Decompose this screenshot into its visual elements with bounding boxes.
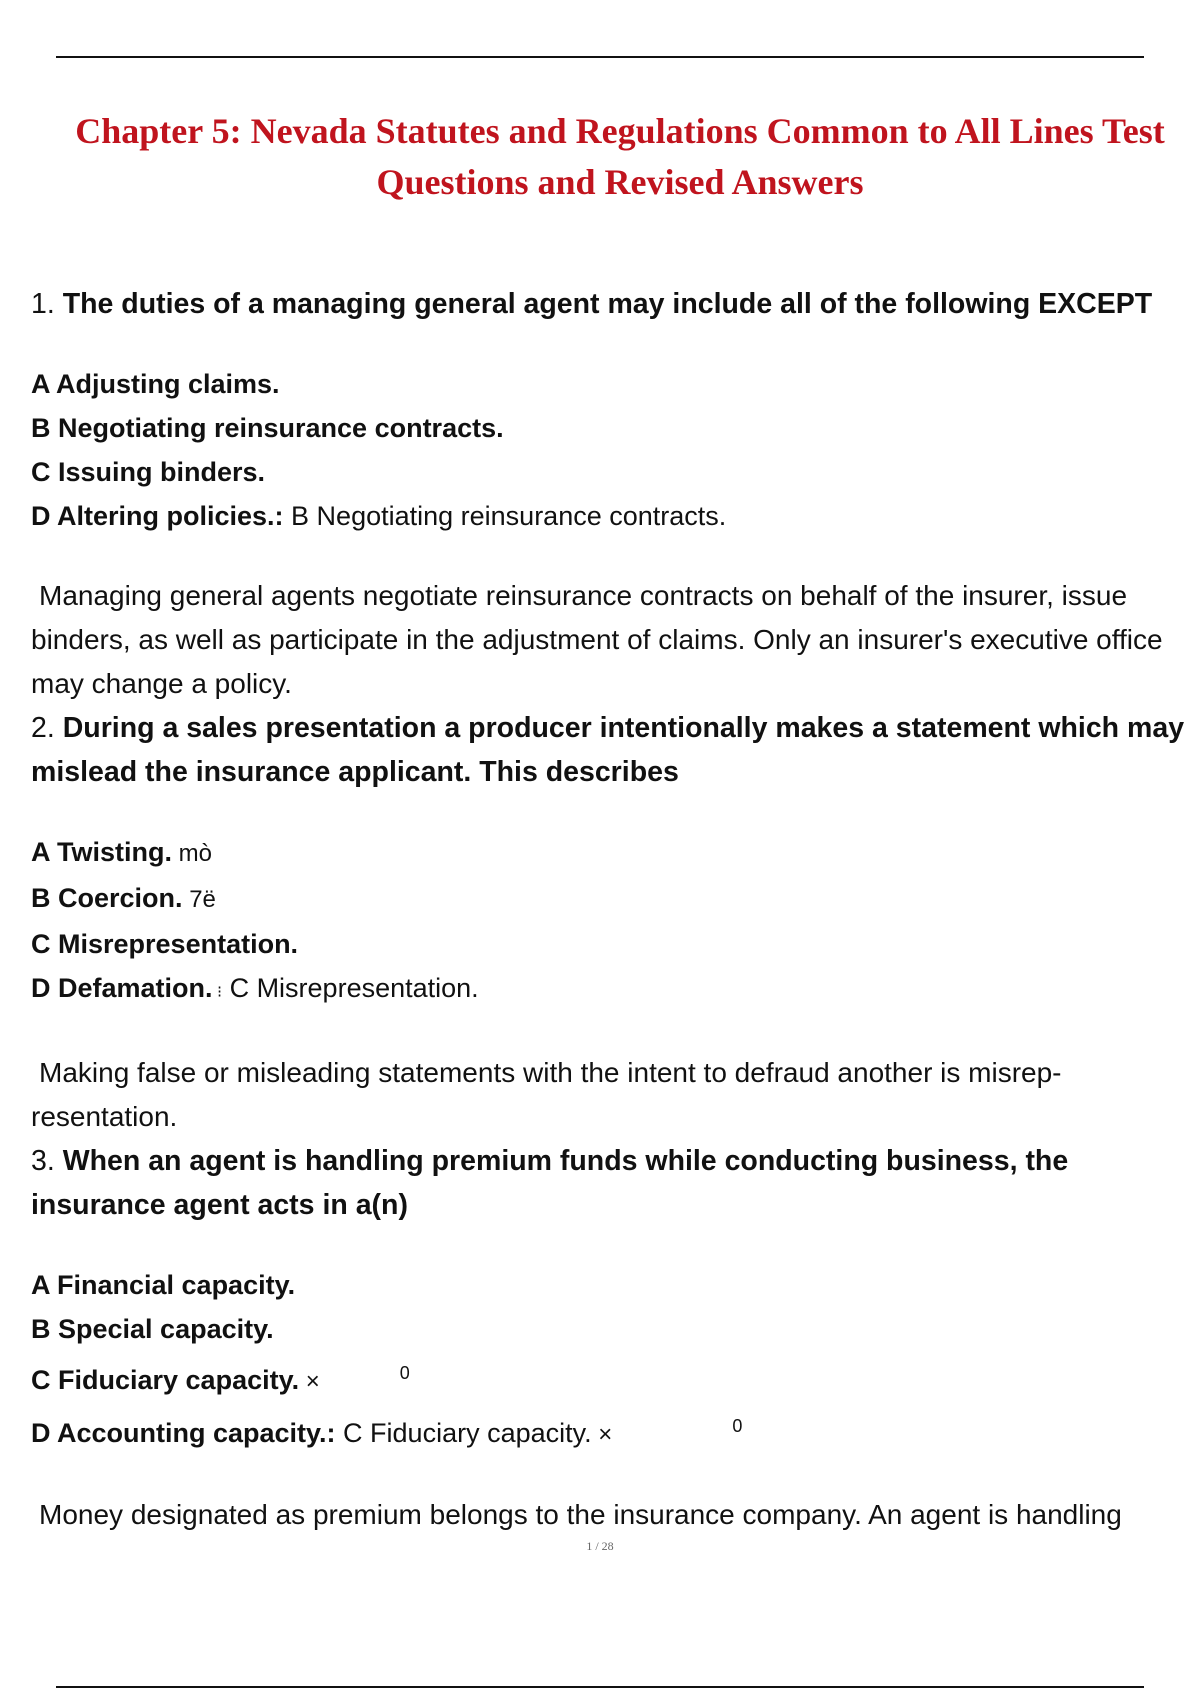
answer-text: B Negotiating reinsurance contracts. xyxy=(283,501,727,531)
page-indicator: 1 / 28 xyxy=(586,1539,614,1553)
stray-zero: 0 xyxy=(732,1416,743,1436)
question-number: 1. xyxy=(31,288,55,320)
option-b: B Coercion. 7ë xyxy=(31,883,216,913)
title-line-1: Chapter 5: Nevada Statutes and Regulations Common to All Lines Test xyxy=(75,111,1165,151)
question-number: 2. xyxy=(31,712,55,744)
question-3 xyxy=(31,1139,1196,1227)
stray-mark: × xyxy=(591,1421,613,1448)
question-stem: The duties of a managing general agent may include all of the following EXCEPT xyxy=(62,288,1153,320)
stray-mark: 7ë xyxy=(182,886,216,913)
stray-mark: ⁝ xyxy=(212,984,223,1001)
stray-zero: 0 xyxy=(399,1363,410,1383)
option-a: A Adjusting claims. xyxy=(31,369,280,399)
option-b: B Negotiating reinsurance contracts. xyxy=(31,413,504,443)
question-1 xyxy=(31,282,1196,326)
option-a: A Financial capacity. xyxy=(31,1270,296,1300)
question-stem: During a sales presentation a producer intentionally makes a statement which may mislead the insurance applicant. This describes xyxy=(31,712,1185,788)
stray-mark: mò xyxy=(172,840,213,867)
option-d: D Defamation. ⁝ C Misrepresentation. xyxy=(31,973,479,1003)
question-number: 3. xyxy=(31,1145,55,1177)
answer-text: C Fiduciary capacity. xyxy=(335,1418,592,1448)
explanation: Managing general agents negotiate reinsurance contracts on behalf of the insurer, issue binders, as well as participate in the adjustment of claims. Only an insurer's executive office may change a policy. xyxy=(31,580,1163,699)
bottom-rule xyxy=(56,1686,1144,1688)
option-d: D Accounting capacity.: C Fiduciary capacity. × 0 xyxy=(31,1404,1196,1457)
option-a: A Twisting. mò xyxy=(31,837,213,867)
question-2 xyxy=(31,706,1196,794)
document-title xyxy=(40,106,1200,208)
option-b: B Special capacity. xyxy=(31,1314,274,1344)
explanation: Making false or misleading statements with the intent to defraud another is misrep-resentation. xyxy=(31,1057,1062,1132)
question-stem: When an agent is handling premium funds while conducting business, the insurance agent acts in a(n) xyxy=(31,1145,1069,1221)
explanation: Money designated as premium belongs to the insurance company. An agent is handling xyxy=(39,1499,1122,1530)
stray-mark: × xyxy=(299,1368,320,1395)
option-c: C Issuing binders. xyxy=(31,457,266,487)
option-d: D Altering policies.: B Negotiating reinsurance contracts. xyxy=(31,501,727,531)
option-c: C Misrepresentation. xyxy=(31,929,299,959)
top-rule xyxy=(56,56,1144,58)
question-content xyxy=(31,282,1196,1537)
title-line-2: Questions and Revised Answers xyxy=(376,162,864,202)
option-c: C Fiduciary capacity. × 0 xyxy=(31,1351,1196,1404)
answer-text: C Misrepresentation. xyxy=(222,973,479,1003)
